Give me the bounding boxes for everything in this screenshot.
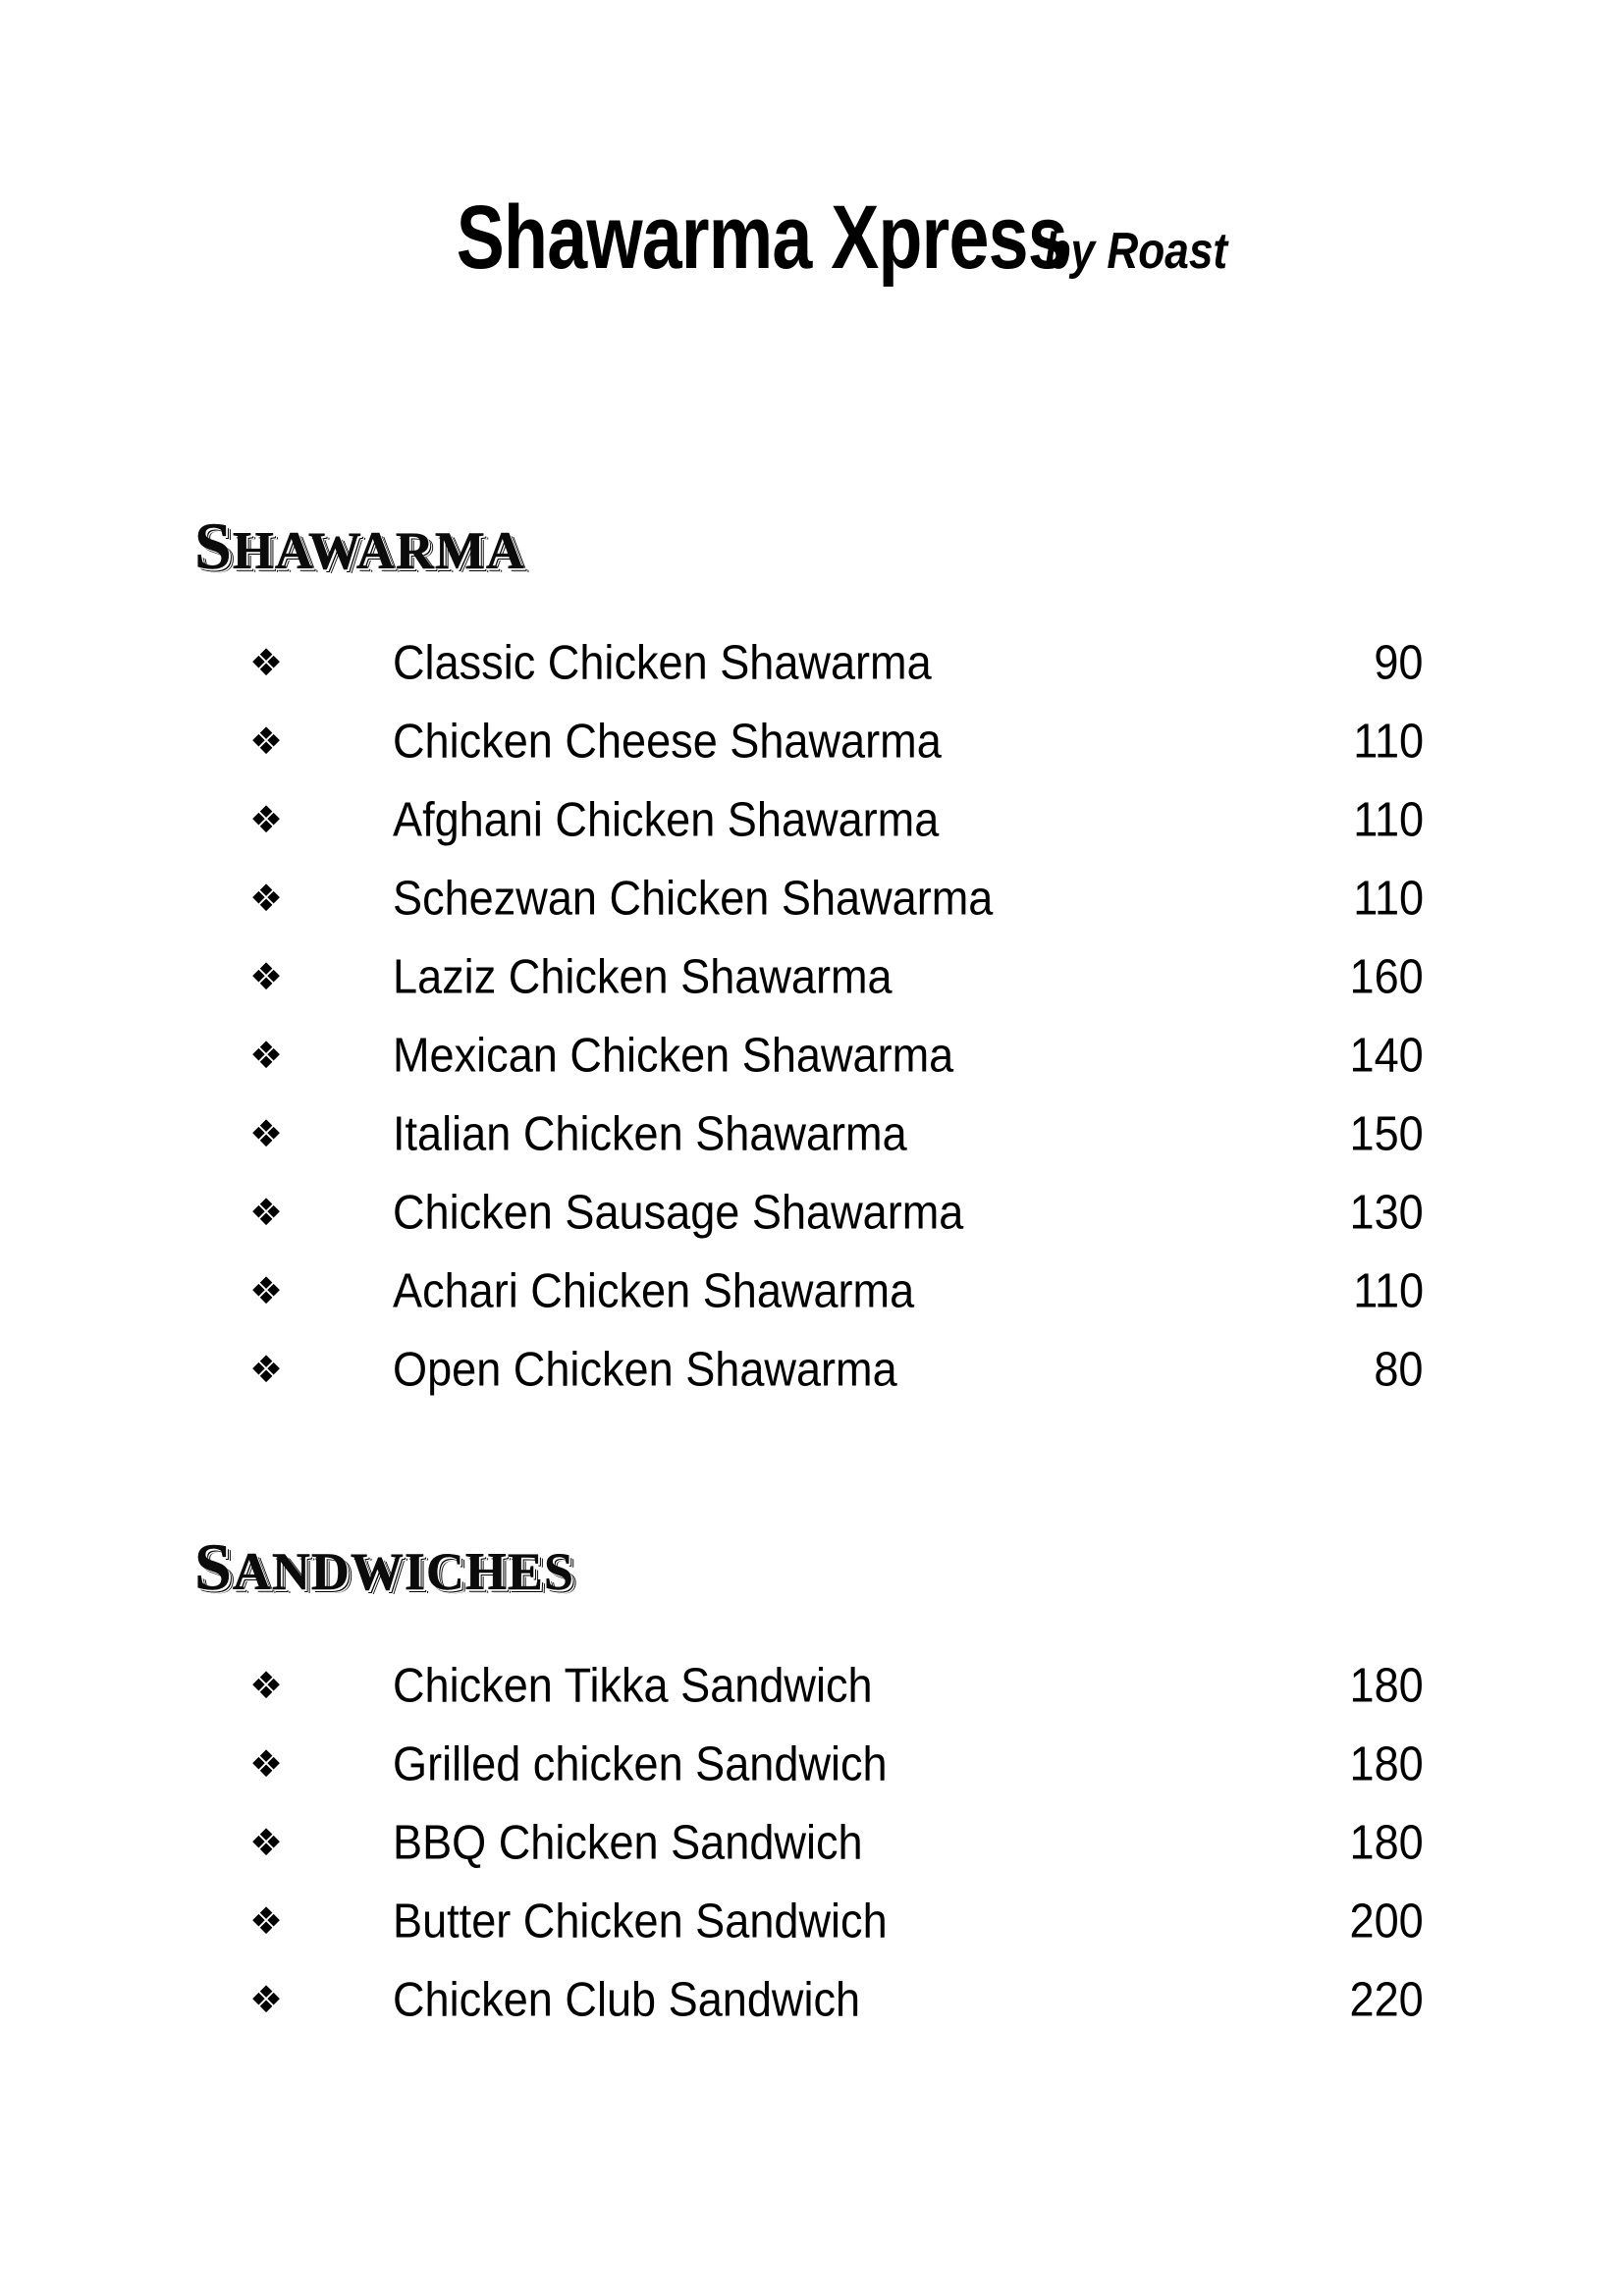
diamond-bullet-icon: ❖ xyxy=(249,720,284,764)
diamond-bullet-icon: ❖ xyxy=(249,877,284,921)
diamond-bullet-icon: ❖ xyxy=(249,1269,284,1313)
menu-item-row xyxy=(0,860,1624,938)
diamond-bullet-icon: ❖ xyxy=(249,1348,284,1392)
menu-item-name: Butter Chicken Sandwich xyxy=(393,1895,888,1949)
menu-item-name: Mexican Chicken Shawarma xyxy=(393,1029,954,1083)
menu-item-row xyxy=(0,1331,1624,1410)
menu-item-price: 90 xyxy=(1374,636,1424,690)
menu-item-price: 200 xyxy=(1349,1895,1424,1949)
menu-item-row xyxy=(0,1726,1624,1804)
menu-item-row xyxy=(0,1253,1624,1331)
menu-item-price: 140 xyxy=(1349,1029,1424,1083)
menu-item-name: Achari Chicken Shawarma xyxy=(393,1264,915,1318)
menu-item-name: Italian Chicken Shawarma xyxy=(393,1107,907,1161)
menu-item-price: 180 xyxy=(1349,1737,1424,1791)
diamond-bullet-icon: ❖ xyxy=(249,1742,284,1787)
menu-item-name: Chicken Cheese Shawarma xyxy=(393,715,942,769)
page-title: Shawarma Xpress xyxy=(457,187,1068,288)
diamond-bullet-icon: ❖ xyxy=(249,1899,284,1944)
menu-item-name: Classic Chicken Shawarma xyxy=(393,636,932,690)
menu-item-price: 220 xyxy=(1349,1973,1424,2027)
menu-item-name: BBQ Chicken Sandwich xyxy=(393,1816,863,1870)
menu-item-row xyxy=(0,1804,1624,1883)
menu-list-sandwiches xyxy=(0,1647,1624,2040)
menu-list-shawarma xyxy=(0,624,1624,1410)
menu-item-name: Laziz Chicken Shawarma xyxy=(393,950,893,1004)
diamond-bullet-icon: ❖ xyxy=(249,1978,284,2022)
menu-item-row xyxy=(0,703,1624,781)
menu-item-name: Chicken Sausage Shawarma xyxy=(393,1186,964,1240)
page-subtitle: by Roast xyxy=(1044,223,1228,280)
section-heading-sandwiches: SANDWICHES xyxy=(194,1529,574,1604)
menu-item-row xyxy=(0,1095,1624,1174)
diamond-bullet-icon: ❖ xyxy=(249,1112,284,1156)
diamond-bullet-icon: ❖ xyxy=(249,955,284,999)
menu-item-price: 130 xyxy=(1349,1186,1424,1240)
menu-item-row xyxy=(0,938,1624,1017)
diamond-bullet-icon: ❖ xyxy=(249,1664,284,1708)
menu-item-row xyxy=(0,1883,1624,1961)
menu-item-price: 150 xyxy=(1349,1107,1424,1161)
section-heading-shawarma: SHAWARMA xyxy=(194,508,525,583)
menu-item-name: Schezwan Chicken Shawarma xyxy=(393,872,994,926)
menu-item-name: Chicken Tikka Sandwich xyxy=(393,1659,873,1713)
menu-item-row xyxy=(0,781,1624,860)
menu-item-name: Afghani Chicken Shawarma xyxy=(393,793,940,847)
menu-item-price: 180 xyxy=(1349,1816,1424,1870)
diamond-bullet-icon: ❖ xyxy=(249,798,284,842)
menu-item-row xyxy=(0,624,1624,703)
menu-item-price: 110 xyxy=(1353,793,1424,847)
menu-item-price: 110 xyxy=(1353,872,1424,926)
diamond-bullet-icon: ❖ xyxy=(249,1191,284,1235)
menu-item-name: Open Chicken Shawarma xyxy=(393,1343,897,1397)
menu-item-name: Chicken Club Sandwich xyxy=(393,1973,861,2027)
menu-item-price: 80 xyxy=(1374,1343,1424,1397)
menu-item-row xyxy=(0,1174,1624,1253)
menu-item-price: 110 xyxy=(1353,1264,1424,1318)
diamond-bullet-icon: ❖ xyxy=(249,1821,284,1865)
menu-item-price: 110 xyxy=(1353,715,1424,769)
diamond-bullet-icon: ❖ xyxy=(249,641,284,685)
menu-item-row xyxy=(0,1647,1624,1726)
menu-item-price: 180 xyxy=(1349,1659,1424,1713)
diamond-bullet-icon: ❖ xyxy=(249,1034,284,1078)
menu-item-price: 160 xyxy=(1349,950,1424,1004)
menu-item-name: Grilled chicken Sandwich xyxy=(393,1737,888,1791)
menu-item-row xyxy=(0,1961,1624,2040)
menu-item-row xyxy=(0,1017,1624,1095)
menu-header xyxy=(0,187,1624,288)
